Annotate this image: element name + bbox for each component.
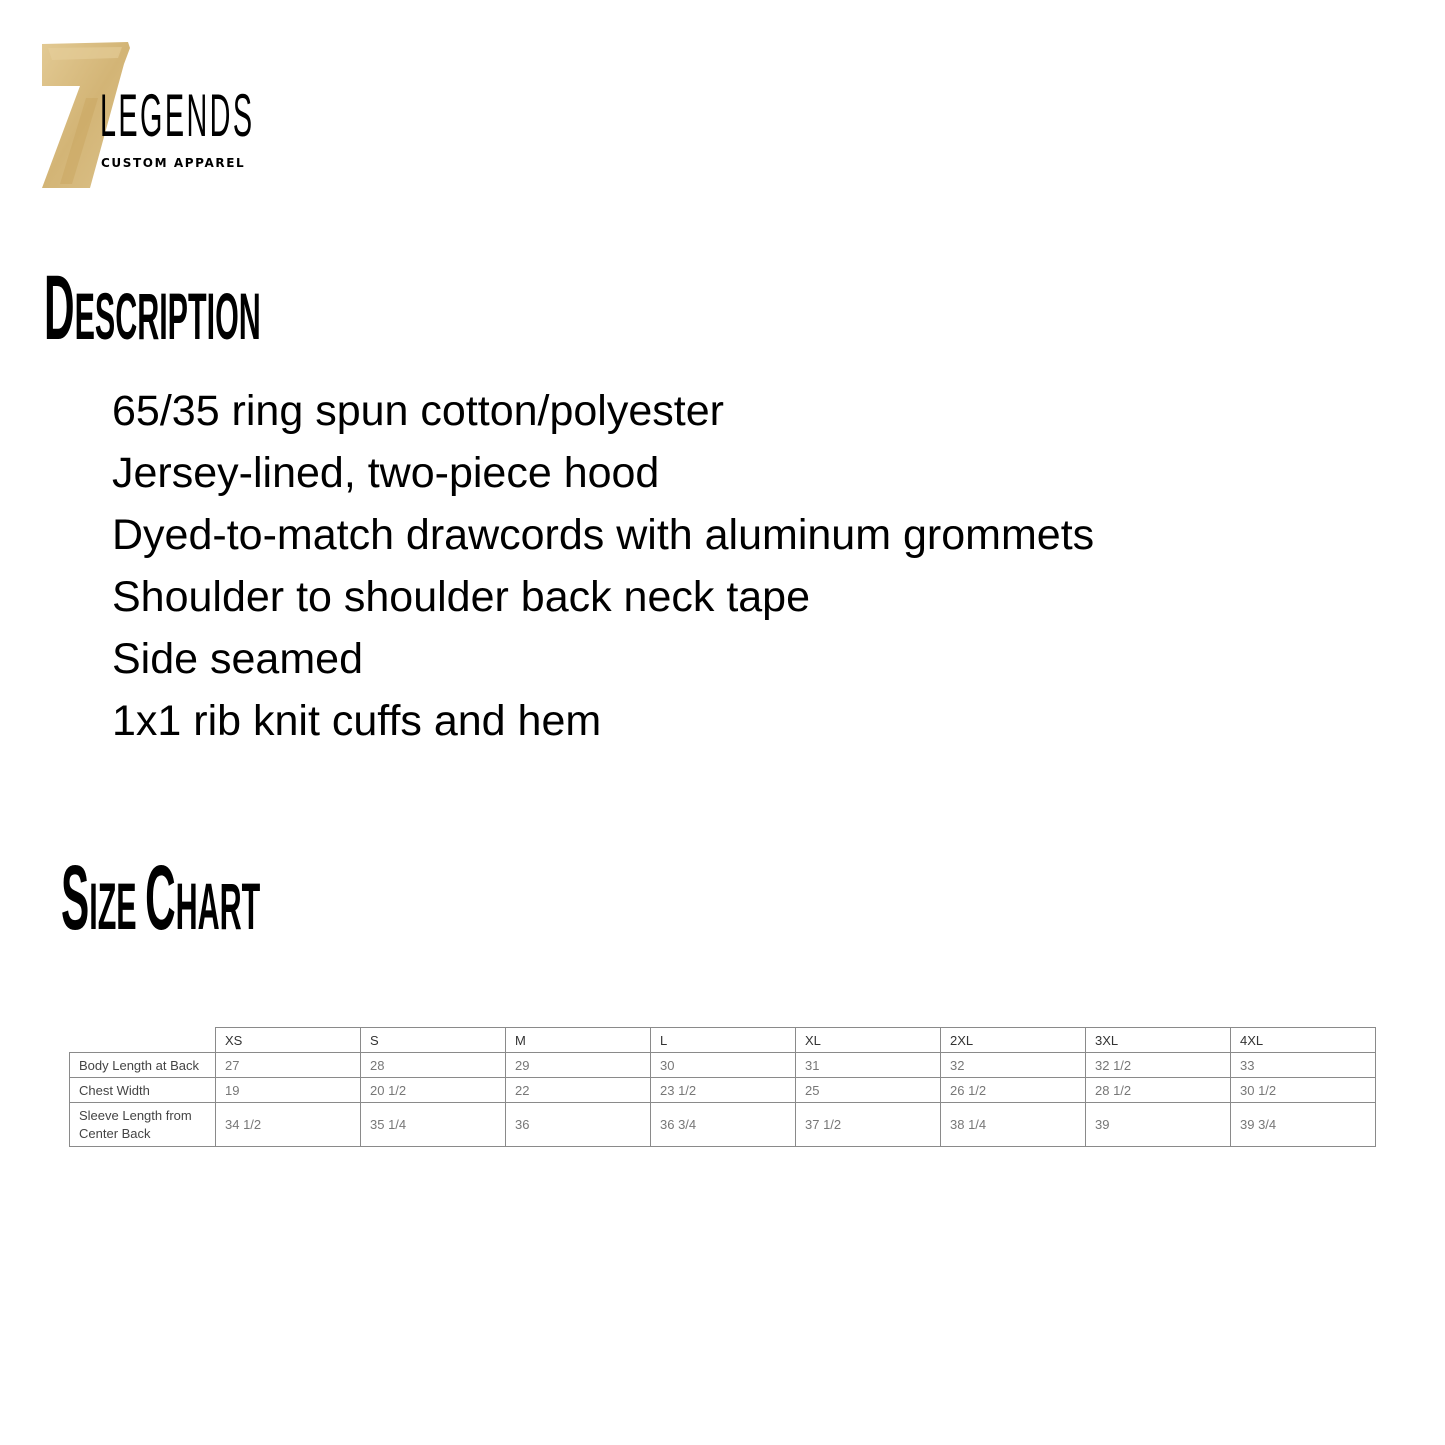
description-item: 1x1 rib knit cuffs and hem xyxy=(112,697,602,745)
size-heading-rest-2: HART xyxy=(175,870,261,944)
table-cell: 20 1/2 xyxy=(361,1078,506,1103)
description-heading-initial: D xyxy=(44,257,75,359)
description-item: Dyed-to-match drawcords with aluminum grommets xyxy=(112,511,1095,559)
size-header: 3XL xyxy=(1086,1028,1231,1053)
description-item: 65/35 ring spun cotton/polyester xyxy=(112,387,724,435)
table-cell: 32 xyxy=(941,1053,1086,1078)
table-cell: 19 xyxy=(216,1078,361,1103)
logo-wordmark: LEGENDS xyxy=(100,82,255,149)
table-cell: 37 1/2 xyxy=(796,1103,941,1147)
table-cell: 39 3/4 xyxy=(1231,1103,1376,1147)
description-item: Side seamed xyxy=(112,635,363,683)
table-cell: 34 1/2 xyxy=(216,1103,361,1147)
table-cell: 23 1/2 xyxy=(651,1078,796,1103)
table-cell: 35 1/4 xyxy=(361,1103,506,1147)
table-cell: 22 xyxy=(506,1078,651,1103)
row-label: Body Length at Back xyxy=(70,1053,216,1078)
table-cell: 30 xyxy=(651,1053,796,1078)
table-row xyxy=(70,1078,1376,1103)
table-cell: 26 1/2 xyxy=(941,1078,1086,1103)
table-cell: 31 xyxy=(796,1053,941,1078)
description-item: Jersey-lined, two-piece hood xyxy=(112,449,660,497)
size-chart-table xyxy=(69,1027,1376,1147)
size-heading-rest-1: IZE xyxy=(89,870,137,944)
description-list xyxy=(112,380,1094,752)
row-label-line: Center Back xyxy=(79,1125,151,1141)
table-cell: 36 3/4 xyxy=(651,1103,796,1147)
table-cell: 33 xyxy=(1231,1053,1376,1078)
size-header: XL xyxy=(796,1028,941,1053)
table-cell: 39 xyxy=(1086,1103,1231,1147)
table-cell: 28 1/2 xyxy=(1086,1078,1231,1103)
brand-logo xyxy=(36,38,266,198)
table-cell: 29 xyxy=(506,1053,651,1078)
size-header: S xyxy=(361,1028,506,1053)
table-cell: 38 1/4 xyxy=(941,1103,1086,1147)
row-label-line: Sleeve Length from xyxy=(79,1107,192,1123)
size-heading-initial-2: C xyxy=(145,847,176,949)
logo-subtitle: CUSTOM APPAREL xyxy=(101,156,246,170)
table-cell: 32 1/2 xyxy=(1086,1053,1231,1078)
size-header-row xyxy=(70,1028,1376,1053)
table-cell: 27 xyxy=(216,1053,361,1078)
size-heading-initial-1: S xyxy=(61,847,90,949)
table-row xyxy=(70,1053,1376,1078)
size-header: 2XL xyxy=(941,1028,1086,1053)
table-cell: 30 1/2 xyxy=(1231,1078,1376,1103)
row-label xyxy=(70,1103,216,1147)
table-corner xyxy=(70,1028,216,1053)
size-header: XS xyxy=(216,1028,361,1053)
table-cell: 36 xyxy=(506,1103,651,1147)
size-header: L xyxy=(651,1028,796,1053)
size-header: M xyxy=(506,1028,651,1053)
description-item: Shoulder to shoulder back neck tape xyxy=(112,573,811,621)
description-heading xyxy=(44,257,261,359)
row-label: Chest Width xyxy=(70,1078,216,1103)
size-chart-heading xyxy=(61,847,261,949)
size-header: 4XL xyxy=(1231,1028,1376,1053)
description-heading-rest: ESCRIPTION xyxy=(74,280,261,354)
table-cell: 28 xyxy=(361,1053,506,1078)
table-row xyxy=(70,1103,1376,1147)
table-cell: 25 xyxy=(796,1078,941,1103)
